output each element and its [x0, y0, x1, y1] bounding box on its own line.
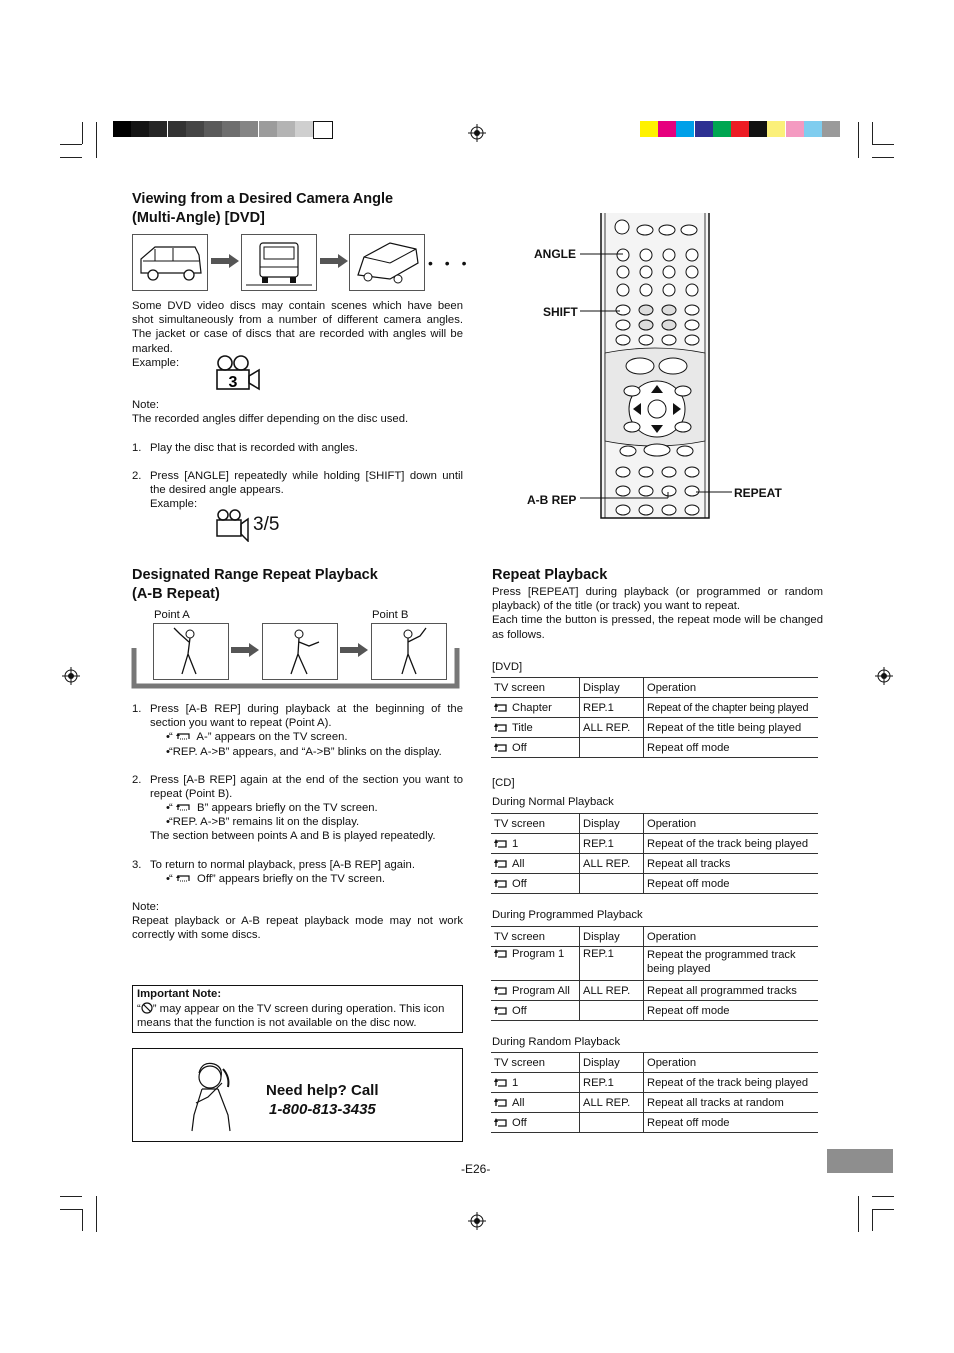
color-swatch [749, 121, 767, 137]
random-playback-label: During Random Playback [492, 1036, 621, 1048]
ab-repeat-icon [176, 873, 191, 883]
color-swatch [731, 121, 749, 137]
table-row: Off Repeat off mode [491, 1001, 818, 1021]
phone-operator-icon [188, 1059, 240, 1133]
cd-programmed-repeat-table [491, 926, 818, 1021]
ab-step-2-bullet-1: “ B” appears briefly on the TV screen. [169, 802, 378, 814]
color-swatch [767, 121, 785, 137]
ab-step-2-text: Press [A-B REP] again at the end of the section you want to repeat (Point B). [150, 774, 463, 801]
repeat-icon [494, 1097, 509, 1107]
color-swatch [640, 121, 658, 137]
angle-step-1-number: 1. [132, 442, 142, 454]
repeat-icon [494, 838, 509, 848]
repeat-icon [494, 985, 509, 995]
arrow-right-icon [231, 643, 259, 657]
angle-button-label: ANGLE [534, 247, 576, 261]
color-swatch [658, 121, 676, 137]
angle-display-example [215, 508, 315, 542]
gray-swatch [240, 121, 258, 137]
ab-step-1-number: 1. [132, 703, 142, 715]
page-number: -E26- [461, 1162, 491, 1176]
normal-playback-label: During Normal Playback [492, 796, 614, 808]
ellipsis-dots: • • • [428, 255, 471, 271]
remote-callout-lines-bottom [580, 480, 740, 510]
table-row: Off Repeat off mode [491, 874, 818, 894]
dvd-label: [DVD] [492, 661, 523, 673]
ab-step-3-bullet-1: “ Off” appears briefly on the TV screen. [169, 873, 386, 885]
gray-swatch [277, 121, 295, 137]
ab-step-2-bullet-2: “REP. A->B” remains lit on the display. [169, 816, 360, 828]
table-header-row: TV screen Display Operation [491, 814, 818, 834]
batter-frame-2 [262, 623, 338, 680]
table-row: 1 REP.1 Repeat of the track being played [491, 834, 818, 854]
gray-swatch [168, 121, 186, 137]
help-phone-number: 1-800-813-3435 [269, 1101, 376, 1118]
repeat-icon [494, 702, 509, 712]
programmed-playback-label: During Programmed Playback [492, 909, 643, 921]
angle-step-2-text: Press [ANGLE] repeatedly while holding [SHIFT] down until the desired angle appears. Example: [150, 470, 463, 511]
important-note-box [132, 985, 463, 1033]
color-swatch [695, 121, 713, 137]
gray-swatch [204, 121, 222, 137]
ab-note: Note: Repeat playback or A-B repeat playback mode may not work correctly with some discs. [132, 901, 463, 942]
cd-random-repeat-table [491, 1052, 818, 1133]
color-swatch [804, 121, 822, 137]
ab-rep-button-label: A-B REP [527, 493, 577, 507]
prohibited-icon [141, 1002, 153, 1014]
ab-repeat-icon [176, 731, 191, 741]
repeat-icon [494, 858, 509, 868]
van-rear-icon [242, 235, 316, 290]
repeat-playback-heading: Repeat Playback [492, 567, 608, 583]
help-box [132, 1048, 463, 1142]
repeat-icon [494, 1005, 509, 1015]
batter-icon [372, 624, 446, 679]
gray-swatch [259, 121, 277, 137]
color-swatch [786, 121, 804, 137]
table-row: Off Repeat off mode [491, 738, 818, 758]
important-note-title: Important Note: [137, 988, 222, 1000]
table-row: 1 REP.1 Repeat of the track being played [491, 1073, 818, 1093]
repeat-icon [494, 948, 509, 958]
help-call-text: Need help? Call [266, 1082, 379, 1099]
angle-step-1-text: Play the disc that is recorded with angles. [150, 442, 358, 454]
van-angle-1-image [132, 234, 208, 291]
svg-text:3: 3 [228, 374, 238, 391]
color-swatch [713, 121, 731, 137]
point-b-label: Point B [372, 609, 409, 621]
cd-normal-repeat-table [491, 813, 818, 894]
gray-swatch [295, 121, 313, 137]
ab-repeat-icon [176, 802, 191, 812]
angle-step-2-number: 2. [132, 470, 142, 482]
ab-step-1-bullet-2: “REP. A->B” appears, and “A->B” blinks on the display. [169, 746, 442, 758]
repeat-icon [494, 878, 509, 888]
van-angle-3-image [349, 234, 425, 291]
van-side-icon [133, 235, 207, 290]
repeat-icon [494, 722, 509, 732]
ab-step-3-text: To return to normal playback, press [A-B REP] again. [150, 859, 415, 871]
arrow-right-icon [340, 643, 368, 657]
shift-button-label: SHIFT [543, 305, 578, 319]
important-note-line-1: “ ” may appear on the TV screen during operation. This icon [137, 1003, 445, 1015]
table-header-row: TV screen Display Operation [491, 927, 818, 947]
gray-swatch [186, 121, 204, 137]
repeat-intro-text: Press [REPEAT] during playback (or programmed or random playback) of the title (or track) you want to repeat. Each time the button is pressed, the repeat mode will be changed as follows. [492, 586, 823, 641]
color-swatch [822, 121, 840, 137]
van-angle-2-image [241, 234, 317, 291]
gray-swatch [149, 121, 167, 137]
table-header-row: TV screen Display Operation [491, 1053, 818, 1073]
ab-step-2-note: The section between points A and B is played repeatedly. [150, 830, 436, 842]
gray-swatch [113, 121, 131, 137]
ab-step-2-number: 2. [132, 774, 142, 786]
batter-frame-3 [371, 623, 447, 680]
registration-mark-icon [875, 667, 893, 685]
angle-display-value: 3/5 [253, 514, 280, 535]
ab-step-1-text: Press [A-B REP] during playback at the beginning of the section you want to repeat (Point A). [150, 703, 463, 730]
gray-swatch [131, 121, 149, 137]
table-row: Program All ALL REP. Repeat all programmed tracks [491, 981, 818, 1001]
table-row: Off Repeat off mode [491, 1113, 818, 1133]
gray-swatch [222, 121, 240, 137]
table-header-row: TV screen Display Operation [491, 678, 818, 698]
table-row: All ALL REP. Repeat all tracks [491, 854, 818, 874]
angle-note: Note: The recorded angles differ depending on the disc used. [132, 399, 409, 426]
bullet: • [166, 802, 170, 814]
bullet: • [166, 731, 170, 743]
section-tab [827, 1149, 893, 1173]
registration-mark-icon [62, 667, 80, 685]
angle-intro-text: Some DVD video discs may contain scenes which have been shot simultaneously from a number of different camera angles. The jacket or case of discs that are recorded with angles will be marked. Example: [132, 300, 463, 369]
point-a-label: Point A [154, 609, 190, 621]
bullet: • [166, 746, 170, 758]
table-row: Chapter REP.1 Repeat of the chapter being played [491, 698, 818, 718]
table-row: All ALL REP. Repeat all tracks at random [491, 1093, 818, 1113]
ab-step-3-number: 3. [132, 859, 142, 871]
multi-angle-mark-icon [215, 355, 261, 391]
angle-heading: Viewing from a Desired Camera Angle (Multi-Angle) [DVD] [132, 191, 394, 226]
cd-label: [CD] [492, 777, 515, 789]
important-note-line-2: means that the function is not available on the disc now. [137, 1017, 417, 1029]
camera-angle-icon [215, 508, 251, 542]
arrow-right-icon [320, 254, 348, 268]
bullet: • [166, 816, 170, 828]
remote-callout-lines [580, 250, 630, 320]
repeat-icon [494, 742, 509, 752]
ab-step-1-bullet-1: “ A-” appears on the TV screen. [169, 731, 348, 743]
batter-icon [263, 624, 337, 679]
arrow-right-icon [211, 254, 239, 268]
dvd-repeat-table [491, 677, 818, 758]
van-top-icon [350, 235, 424, 290]
table-row: Program 1 REP.1 Repeat the programmed track being played [491, 947, 818, 981]
registration-mark-icon [468, 1212, 486, 1230]
table-row: Title ALL REP. Repeat of the title being played [491, 718, 818, 738]
repeat-icon [494, 1117, 509, 1127]
bullet: • [166, 873, 170, 885]
gray-swatch [313, 121, 333, 139]
repeat-icon [494, 1077, 509, 1087]
repeat-button-label: REPEAT [734, 486, 782, 500]
color-swatch [676, 121, 694, 137]
batter-frame-1 [153, 623, 229, 680]
ab-repeat-heading: Designated Range Repeat Playback (A-B Repeat) [132, 567, 378, 602]
registration-mark-icon [468, 124, 486, 142]
batter-icon [154, 624, 228, 679]
